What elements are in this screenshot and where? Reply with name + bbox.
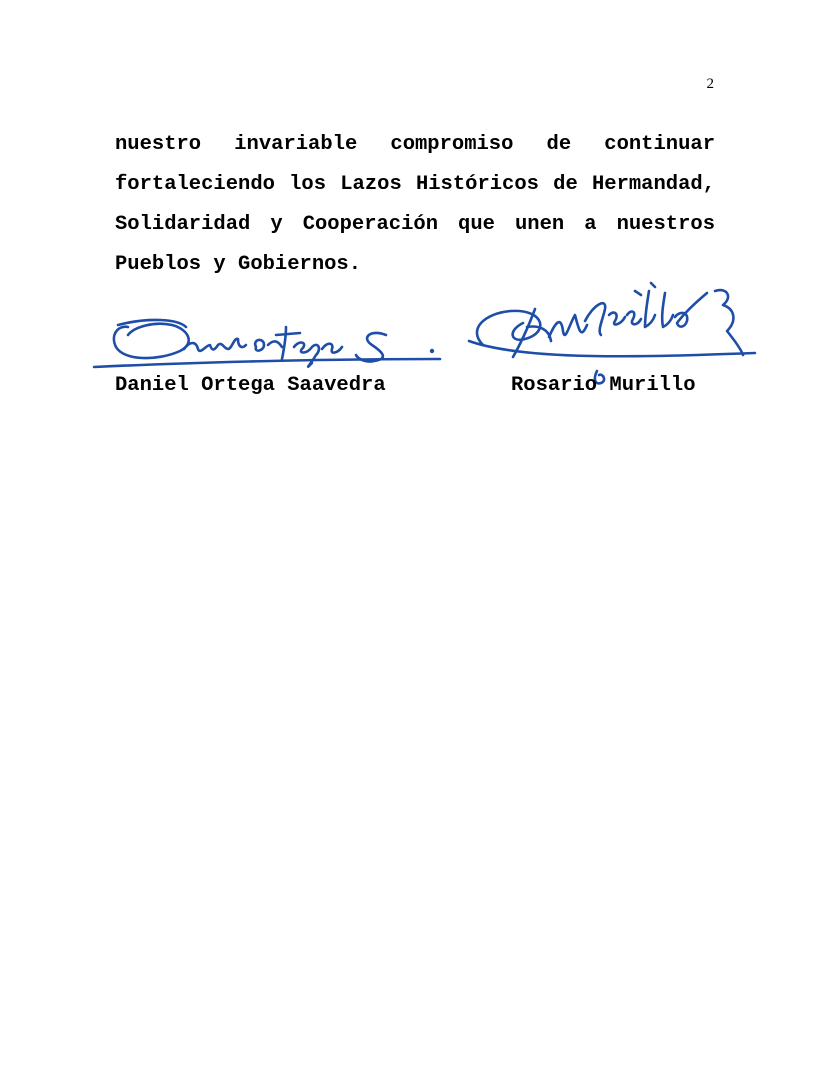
signature-daniel-ortega (88, 305, 443, 385)
signer-name-right: Rosario Murillo (511, 374, 696, 397)
signer-name-left: Daniel Ortega Saavedra (115, 374, 386, 397)
body-line: Solidaridad y Cooperación que unen a nuestros (115, 213, 715, 236)
page-number: 2 (706, 76, 714, 92)
body-line: nuestro invariable compromiso de continuar (115, 133, 715, 156)
body-line: Pueblos y Gobiernos. (115, 253, 362, 276)
body-line: fortaleciendo los Lazos Históricos de Hermandad, (115, 173, 715, 196)
body-paragraph (115, 125, 715, 285)
